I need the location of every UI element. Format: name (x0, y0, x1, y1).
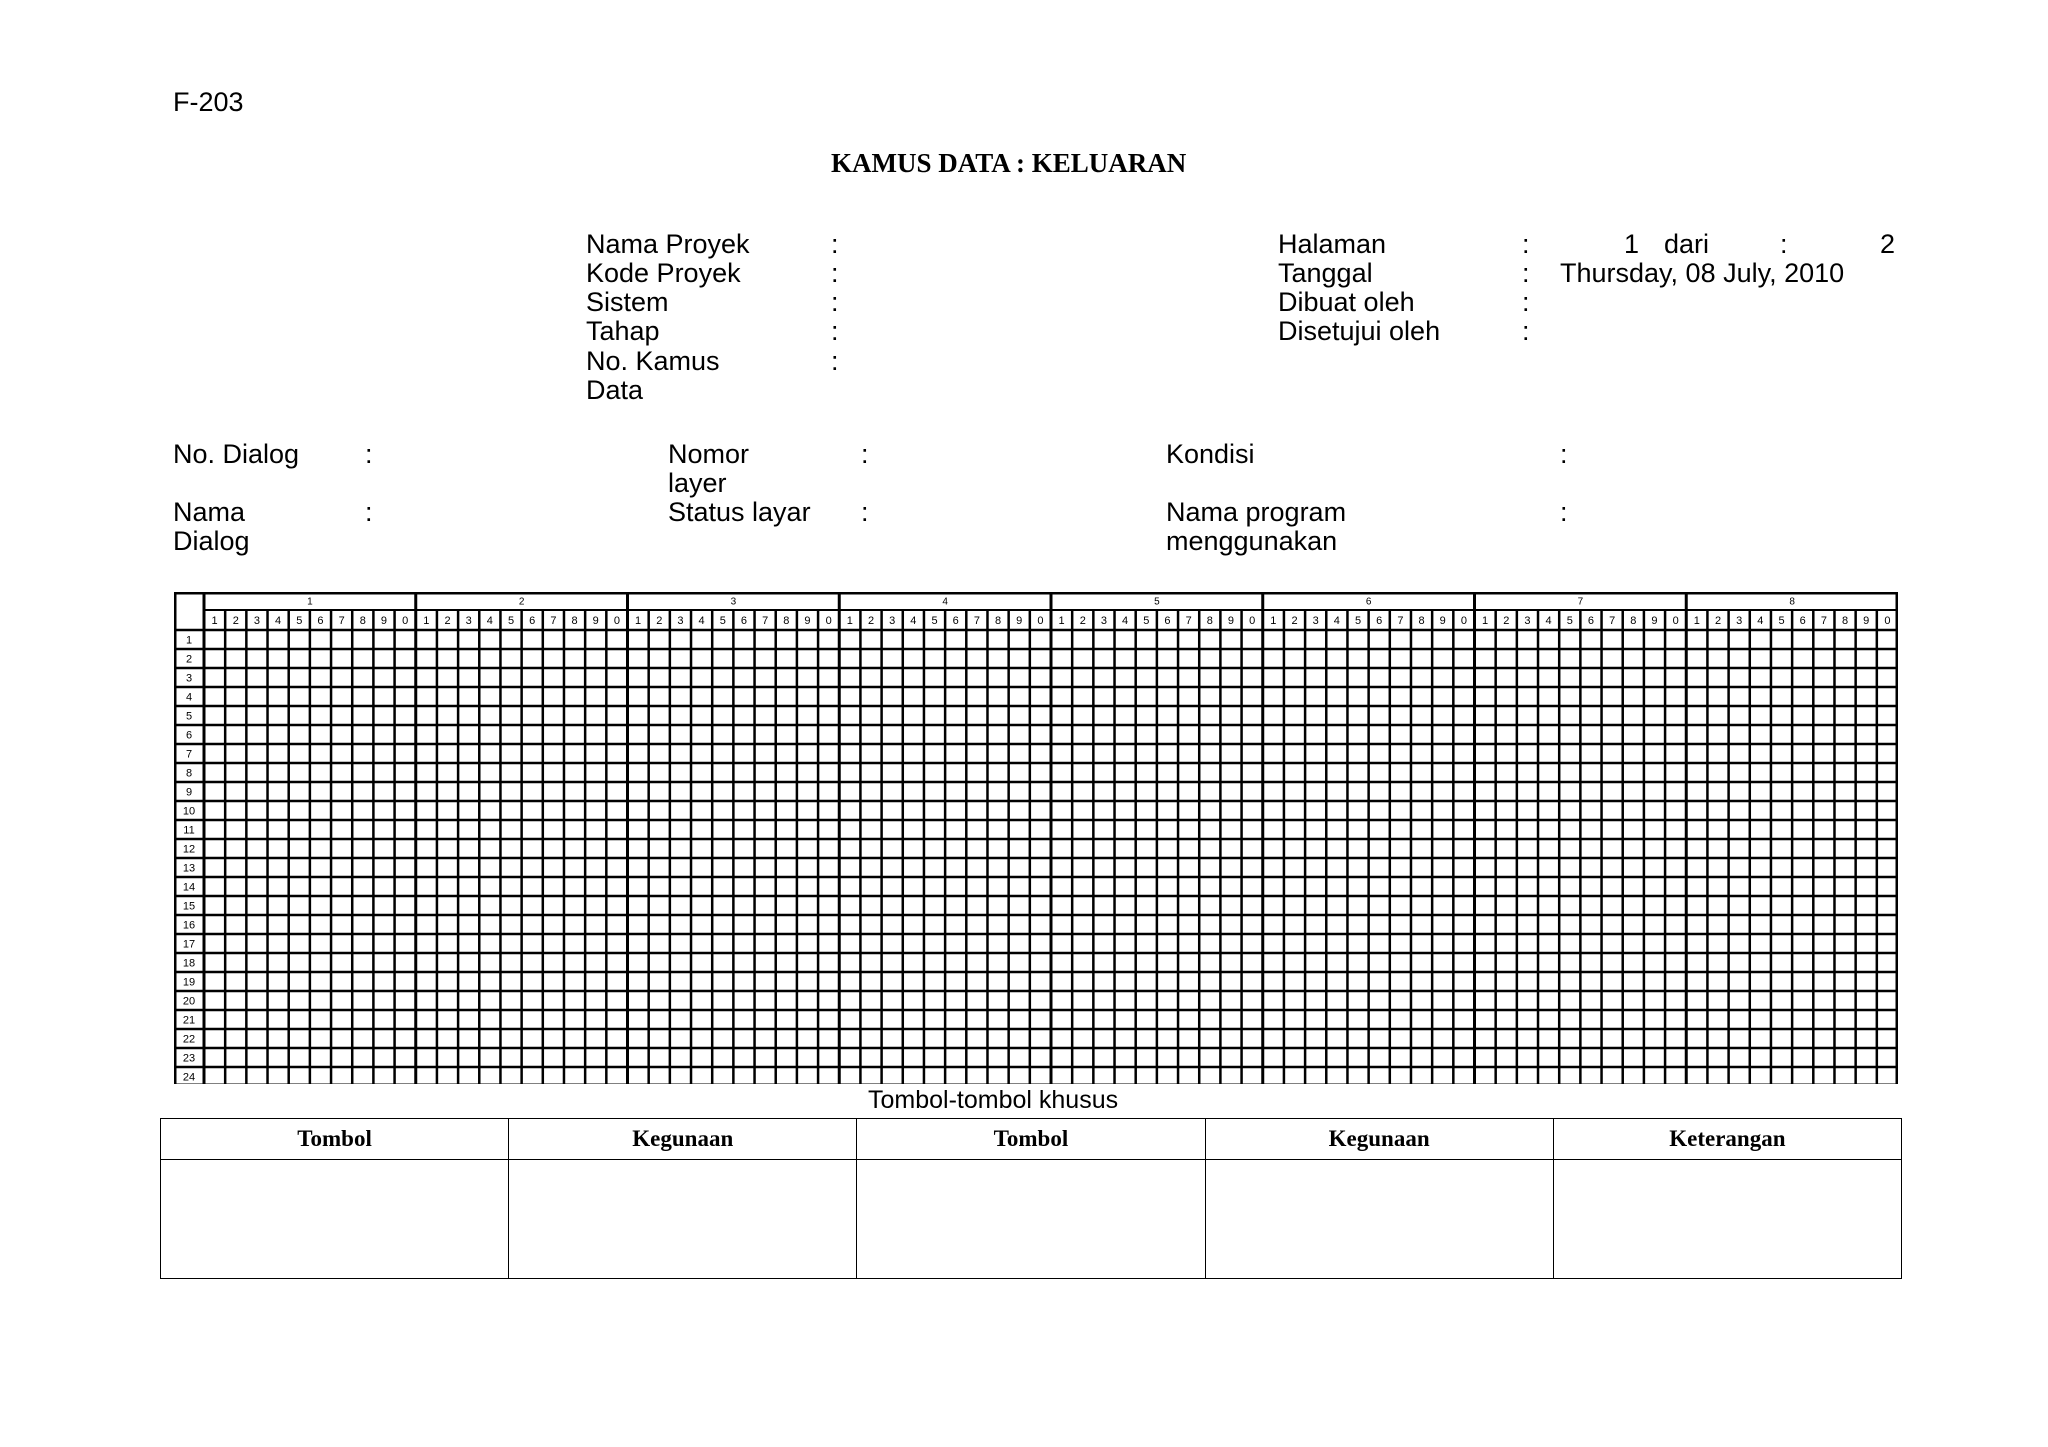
colon: : (1522, 258, 1530, 288)
column-label: 5 (1354, 614, 1362, 627)
colon: : (365, 439, 373, 469)
colon: : (1522, 316, 1530, 346)
column-label: 5 (719, 614, 726, 627)
nama-program-label: Nama program (1166, 497, 1347, 527)
column-label: 9 (1651, 614, 1658, 627)
row-label: 2 (185, 653, 193, 666)
kode-proyek-label: Kode Proyek (586, 258, 741, 288)
form-code: F-203 (173, 87, 244, 117)
colon: : (831, 258, 839, 288)
status-layar-label: Status layar (668, 497, 811, 527)
column-label: 5 (931, 614, 938, 627)
row-label: 19 (182, 976, 196, 989)
column-label: 3 (889, 614, 896, 627)
column-label: 1 (1058, 614, 1065, 627)
column-label: 8 (571, 614, 578, 627)
row-label: 15 (182, 900, 196, 913)
table-cell[interactable] (161, 1160, 509, 1279)
column-label: 2 (444, 614, 451, 627)
screen-layout-grid[interactable] (174, 592, 1898, 1084)
nama-proyek-label: Nama Proyek (586, 229, 750, 259)
group-label: 8 (1789, 596, 1795, 608)
row-label: 20 (182, 995, 196, 1008)
column-label: 3 (1312, 614, 1319, 627)
row-label: 14 (182, 881, 196, 894)
column-label: 4 (1122, 614, 1129, 627)
row-label: 24 (182, 1071, 196, 1084)
column-label: 6 (952, 614, 959, 627)
column-label: 1 (1482, 614, 1489, 627)
group-label: 6 (1365, 596, 1372, 608)
group-label: 3 (730, 596, 737, 608)
column-label: 2 (1291, 614, 1298, 627)
dibuat-oleh-label: Dibuat oleh (1278, 287, 1415, 317)
row-label: 4 (185, 691, 193, 704)
column-label: 9 (1227, 614, 1235, 627)
column-label: 0 (402, 614, 409, 627)
col-header-keterangan: Keterangan (1553, 1119, 1901, 1160)
column-label: 4 (486, 614, 493, 627)
col-header-kegunaan: Kegunaan (509, 1119, 857, 1160)
column-label: 3 (677, 614, 684, 627)
colon: : (365, 497, 373, 527)
row-label: 10 (182, 805, 196, 818)
nomor-layer-label-line2: layer (668, 468, 727, 498)
no-dialog-label: No. Dialog (173, 439, 300, 469)
column-label: 2 (867, 614, 875, 627)
kondisi-label: Kondisi (1166, 439, 1255, 469)
column-label: 7 (1609, 614, 1616, 627)
column-label: 9 (1439, 614, 1446, 627)
column-label: 8 (1418, 614, 1425, 627)
tanggal-label: Tanggal (1278, 258, 1373, 288)
row-label: 5 (185, 710, 193, 723)
halaman-value[interactable]: 1 (1624, 229, 1640, 259)
column-label: 0 (1672, 614, 1679, 627)
column-label: 4 (1545, 614, 1552, 627)
column-label: 8 (1842, 614, 1849, 627)
disetujui-oleh-label: Disetujui oleh (1278, 316, 1441, 346)
column-label: 2 (1714, 614, 1722, 627)
table-row (161, 1160, 1902, 1279)
special-buttons-table (160, 1118, 1902, 1279)
special-buttons-caption: Tombol-tombol khusus (868, 1086, 1119, 1114)
column-label: 6 (317, 614, 324, 627)
column-label: 0 (613, 614, 620, 627)
colon: : (1780, 229, 1788, 259)
no-kamus-label-line2: Data (586, 375, 644, 405)
row-label: 13 (182, 862, 196, 875)
tanggal-value[interactable]: Thursday, 08 July, 2010 (1560, 258, 1845, 288)
column-label: 9 (592, 614, 599, 627)
column-label: 2 (232, 614, 239, 627)
column-label: 8 (995, 614, 1002, 627)
column-label: 5 (1143, 614, 1150, 627)
table-cell[interactable] (857, 1160, 1205, 1279)
column-label: 8 (359, 614, 366, 627)
colon: : (1560, 439, 1568, 469)
colon: : (1522, 229, 1530, 259)
nama-dialog-label: Nama (173, 497, 246, 527)
column-label: 4 (1333, 614, 1340, 627)
nama-dialog-label-line2: Dialog (173, 526, 250, 556)
column-label: 1 (846, 614, 853, 627)
column-label: 7 (973, 614, 980, 627)
column-label: 2 (1079, 614, 1086, 627)
column-label: 4 (275, 614, 282, 627)
column-label: 1 (211, 614, 218, 627)
group-label: 5 (1154, 596, 1160, 608)
table-cell[interactable] (1553, 1160, 1901, 1279)
column-label: 1 (1270, 614, 1277, 627)
column-label: 0 (1884, 614, 1891, 627)
group-label: 7 (1577, 596, 1584, 608)
row-label: 23 (182, 1052, 196, 1065)
column-label: 0 (1037, 614, 1044, 627)
col-header-tombol: Tombol (857, 1119, 1205, 1160)
colon: : (861, 497, 869, 527)
group-label: 2 (518, 596, 525, 608)
column-label: 9 (804, 614, 811, 627)
column-label: 9 (1016, 614, 1023, 627)
row-label: 17 (182, 938, 196, 951)
column-label: 0 (1249, 614, 1256, 627)
sistem-label: Sistem (586, 287, 669, 317)
row-label: 1 (185, 634, 193, 647)
column-label: 0 (825, 614, 832, 627)
column-label: 7 (1185, 614, 1192, 627)
colon: : (1560, 497, 1568, 527)
row-label: 16 (182, 919, 196, 932)
col-header-kegunaan: Kegunaan (1205, 1119, 1553, 1160)
nama-program-label-line2: menggunakan (1166, 526, 1338, 556)
column-label: 0 (1460, 614, 1467, 627)
column-label: 5 (1566, 614, 1573, 627)
column-label: 7 (762, 614, 769, 627)
column-label: 3 (1736, 614, 1743, 627)
dari-value[interactable]: 2 (1880, 229, 1896, 259)
column-label: 9 (1863, 614, 1870, 627)
halaman-label: Halaman (1278, 229, 1387, 259)
column-label: 5 (507, 614, 515, 627)
column-label: 1 (423, 614, 430, 627)
column-label: 6 (1376, 614, 1383, 627)
column-label: 1 (1693, 614, 1700, 627)
column-label: 4 (698, 614, 705, 627)
column-label: 7 (1820, 614, 1827, 627)
column-label: 6 (1164, 614, 1171, 627)
column-label: 5 (296, 614, 303, 627)
column-label: 3 (465, 614, 472, 627)
column-label: 6 (1587, 614, 1595, 627)
column-label: 6 (740, 614, 748, 627)
table-header-row (161, 1119, 1902, 1160)
row-label: 18 (182, 957, 196, 970)
column-label: 4 (1757, 614, 1764, 627)
colon: : (831, 287, 839, 317)
column-label: 7 (550, 614, 557, 627)
row-label: 22 (182, 1033, 196, 1046)
row-label: 11 (183, 824, 195, 837)
row-label: 3 (185, 672, 193, 685)
column-label: 3 (253, 614, 260, 627)
column-label: 1 (635, 614, 642, 627)
column-label: 7 (1397, 614, 1404, 627)
row-label: 7 (185, 748, 193, 761)
group-label: 4 (942, 596, 948, 608)
column-label: 8 (783, 614, 790, 627)
row-label: 9 (185, 786, 193, 799)
row-label: 12 (182, 843, 196, 856)
column-label: 2 (656, 614, 663, 627)
column-label: 6 (529, 614, 536, 627)
column-label: 8 (1630, 614, 1637, 627)
colon: : (861, 439, 869, 469)
page-title: KAMUS DATA : KELUARAN (831, 148, 1187, 178)
column-label: 3 (1100, 614, 1107, 627)
column-label: 4 (910, 614, 917, 627)
tahap-label: Tahap (586, 316, 660, 346)
table-cell[interactable] (509, 1160, 857, 1279)
colon: : (831, 346, 839, 376)
row-label: 21 (182, 1014, 196, 1027)
dari-label: dari (1664, 229, 1710, 259)
nomor-layer-label: Nomor (668, 439, 750, 469)
column-label: 5 (1778, 614, 1785, 627)
colon: : (831, 316, 839, 346)
col-header-tombol: Tombol (161, 1119, 509, 1160)
colon: : (831, 229, 839, 259)
column-label: 2 (1503, 614, 1510, 627)
row-label: 8 (185, 767, 193, 780)
column-label: 9 (380, 614, 388, 627)
row-label: 6 (185, 729, 193, 742)
column-label: 8 (1206, 614, 1213, 627)
column-label: 7 (338, 614, 345, 627)
column-label: 3 (1524, 614, 1531, 627)
group-label: 1 (307, 596, 313, 608)
column-label: 6 (1799, 614, 1806, 627)
no-kamus-label: No. Kamus (586, 346, 720, 376)
colon: : (1522, 287, 1530, 317)
table-cell[interactable] (1205, 1160, 1553, 1279)
